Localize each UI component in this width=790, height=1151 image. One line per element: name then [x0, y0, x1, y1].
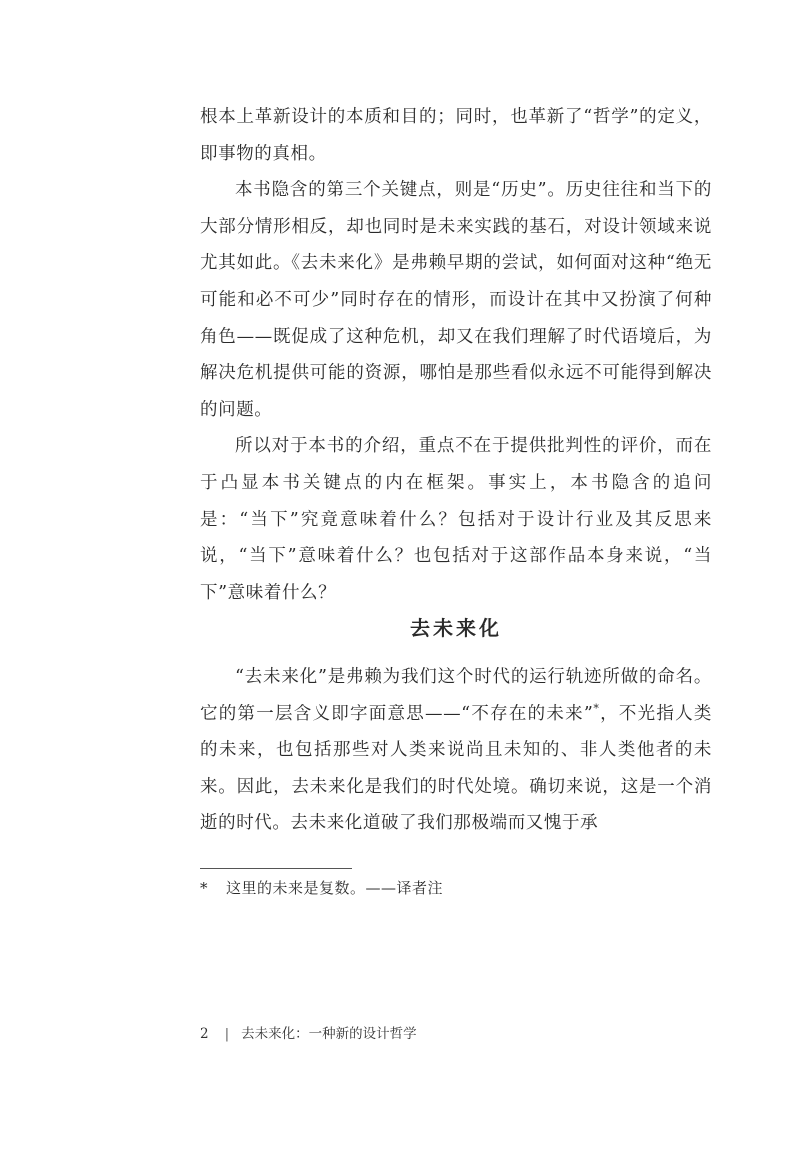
section-heading: 去未来化: [410, 616, 502, 640]
body-text-top: [200, 99, 712, 611]
footnote: [200, 876, 443, 900]
paragraph-continued: 根本上革新设计的本质和目的；同时，也革新了“哲学”的定义，即事物的真相。: [200, 107, 712, 164]
running-footer: [200, 1024, 417, 1044]
paragraph-defuturing-part1: “去未来化”是弗赖为我们这个时代的运行轨迹所做的命名。它的第一层含义即字面意思——“不存在的未来”: [200, 667, 712, 724]
paragraph-defuturing-part2: ，不光指人类的未来，也包括那些对人类来说尚且未知的、非人类他者的未来。因此，去未来化是我们的时代处境。确切来说，这是一个消逝的时代。去未来化道破了我们那极端而又愧于承: [200, 703, 713, 834]
paragraph-present: 所以对于本书的介绍，重点不在于提供批判性的评价，而在于凸显本书关键点的内在框架。事实上，本书隐含的追问是：“当下”究竟意味着什么？包括对于设计行业及其反思来说，“当下”意味着什么？也包括对于这部作品本身来说，“当下”意味着什么？: [200, 436, 712, 603]
page-number: 2: [200, 1026, 209, 1042]
footer-separator: |: [224, 1026, 230, 1042]
paragraph-defuturing: [200, 659, 712, 842]
footnote-divider: [200, 868, 352, 869]
footnote-mark: *: [200, 879, 208, 897]
paragraph-history: 本书隐含的第三个关键点，则是“历史”。历史往往和当下的大部分情形相反，却也同时是未来实践的基石，对设计领域来说尤其如此。《去未来化》是弗赖早期的尝试，如何面对这种“绝无可能和必不可少”同时存在的情形，而设计在其中又扮演了何种角色——既促成了这种危机，却又在我们理解了时代语境后，为解决危机提供可能的资源，哪怕是那些看似永远不可能得到解决的问题。: [200, 180, 712, 420]
footnote-text: 这里的未来是复数。——译者注: [226, 879, 444, 897]
footnote-reference-mark: *: [593, 701, 600, 715]
body-text-bottom: [200, 659, 712, 842]
running-title: 去未来化：一种新的设计哲学: [241, 1026, 417, 1042]
